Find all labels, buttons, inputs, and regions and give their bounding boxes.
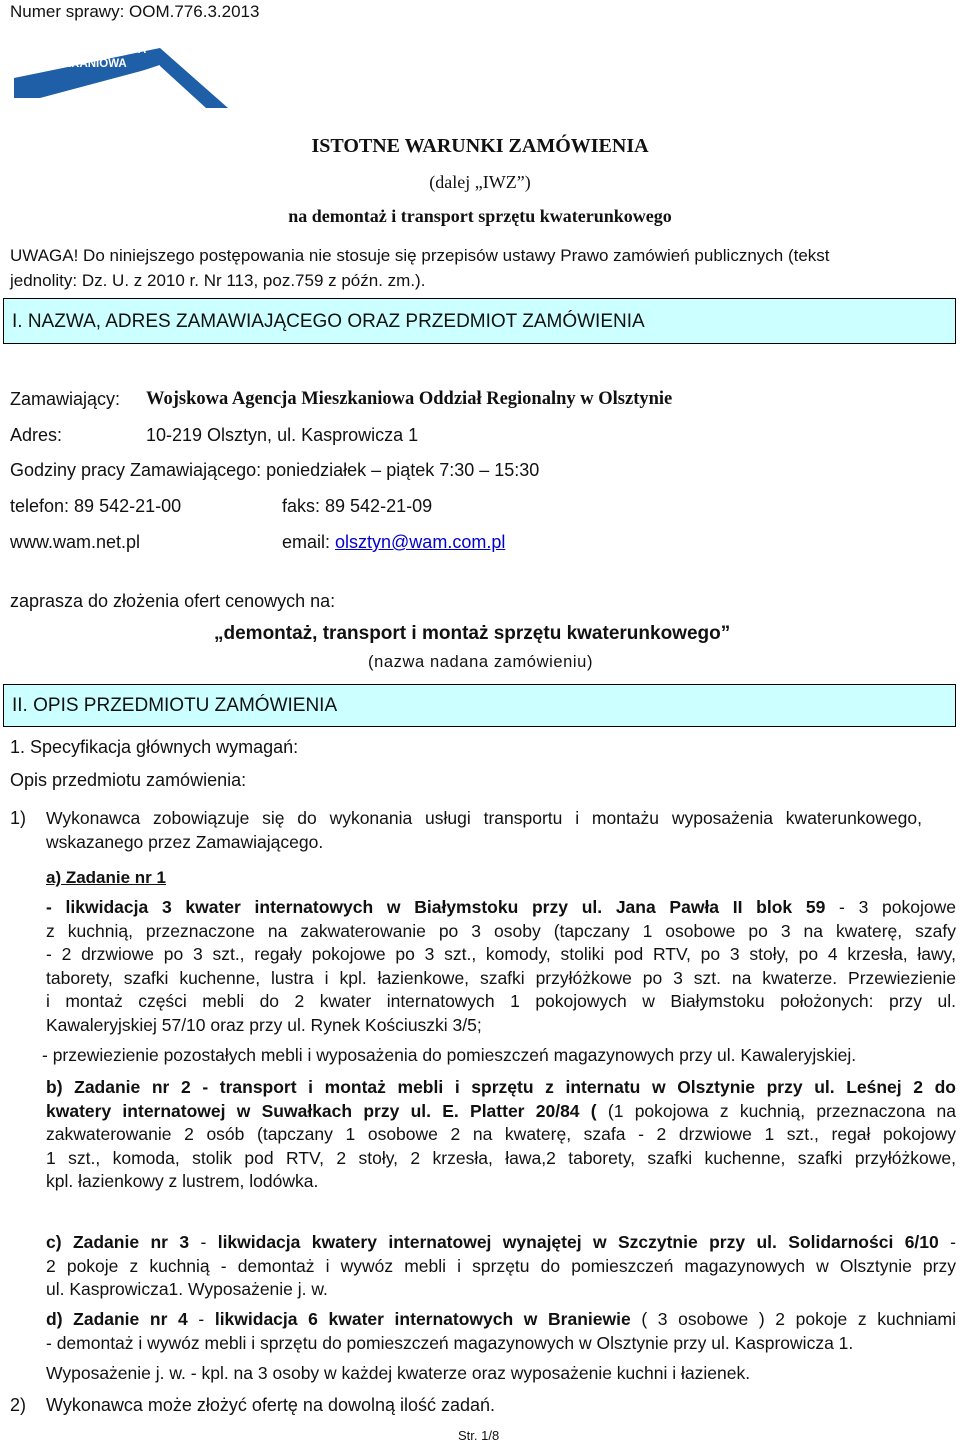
phone: telefon: 89 542-21-00 (10, 496, 182, 516)
item-2-number: 2) (10, 1395, 27, 1415)
task-a-label-text: a) Zadanie nr 1 (46, 868, 166, 887)
item-1-text: Wykonawca zobowiązuje się do wykonania usługi transportu i montażu wyposażenia kwaterunkowego, wskazanego przez Zamawiającego. (46, 808, 922, 852)
working-hours: Godziny pracy Zamawiającego: poniedziałek – piątek 7:30 – 15:30 (10, 460, 540, 480)
ordering-value: Wojskowa Agencja Mieszkaniowa Oddział Regionalny w Olsztynie (146, 389, 673, 409)
item-1-number: 1) (10, 808, 27, 828)
task-c-text: c) Zadanie nr 3 - likwidacja kwatery internatowej wynajętej w Szczytnie przy ul. Solidarności 6/10 - 2 pokoje z kuchnią - demontaż i wywóz mebli i sprzętu do pomieszczeń magazynowych w Olsztynie przy ul. Kasprowicza1. Wyposażenie j. w. (46, 1232, 956, 1299)
fax: faks: 89 542-21-09 (282, 496, 433, 516)
spec-heading: 1. Specyfikacja głównych wymagań: (10, 737, 299, 757)
task-a-text: - likwidacja 3 kwater internatowych w Białymstoku przy ul. Jana Pawła II blok 59 - 3 pokojowe z kuchnią, przeznaczone na zakwaterowanie po 3 osoby (tapczany 1 osobowe po 3 na kwaterę, szafy - 2 drzwiowe po 3 szt., regały pokojowe po 3 szt., komody, stoliki pod RTV, po 3 stoły, po 4 krzesła, ławy, taborety, szafki kuchenne, lustra i kpl. łazienkowe, szafki przyłóżkowe po 3 szt. na kwaterze. Przewiezienie i montaż części mebli do 2 kwater internatowych 1 pokojowych w Białymstoku położonych: przy ul. Kawaleryjskiej 57/10 oraz przy ul. Rynek Kościuszki 3/5; (46, 897, 956, 1035)
description-heading: Opis przedmiotu zamówienia: (10, 770, 247, 790)
address-value: 10-219 Olsztyn, ul. Kasprowicza 1 (146, 425, 419, 445)
document-subtitle: (dalej „IWZ”) (429, 172, 531, 192)
website: www.wam.net.pl (10, 532, 141, 552)
task-d-equipment: Wyposażenie j. w. - kpl. na 3 osoby w każdej kwaterze oraz wyposażenie kuchni i łazienek. (46, 1363, 751, 1383)
task-b-text: b) Zadanie nr 2 - transport i montaż mebli i sprzętu z internatu w Olsztynie przy ul. Leśnej 2 do kwatery internatowej w Suwałkach przy ul. E. Platter 20/84 ( (1 pokojowa z kuchnią, przeznaczona na zakwaterowanie 2 osób (tapczany 1 osobowe 2 na kwaterę, szafa - 2 drzwiowe 1 szt., regał pokojowy 1 szt., komoda, stolik pod RTV, 2 stoły, 2 krzesła, ława,2 taborety, szafki kuchenne, szafki przyłóżkowe, kpl. łazienkowy z lustrem, lodówka. (46, 1077, 956, 1191)
email-label: email: (282, 532, 336, 552)
order-name-caption: (nazwa nadana zamówieniu) (368, 653, 594, 671)
section-1-heading: I. NAZWA, ADRES ZAMAWIAJĄCEGO ORAZ PRZEDMIOT ZAMÓWIENIA (12, 311, 645, 332)
notice-line-2: jednolity: Dz. U. z 2010 r. Nr 113, poz.759 z późn. zm.). (10, 271, 426, 290)
logo-text-line2: MIESZKANIOWA (36, 58, 127, 70)
address-label: Adres: (10, 425, 63, 445)
section-2-heading: II. OPIS PRZEDMIOTU ZAMÓWIENIA (12, 695, 338, 716)
task-a-note: - przewiezienie pozostałych mebli i wyposażenia do pomieszczeń magazynowych przy ul. Kawaleryjskiej. (42, 1045, 857, 1065)
task-d-text: d) Zadanie nr 4 - likwidacja 6 kwater internatowych w Braniewie ( 3 osobowe ) 2 pokoje z kuchniami - demontaż i wywóz mebli i sprzętu do pomieszczeń magazynowych w Olsztynie przy ul. Kasprowicza 1. (46, 1309, 956, 1353)
invite-text: zaprasza do złożenia ofert cenowych na: (10, 591, 336, 611)
order-name: „demontaż, transport i montaż sprzętu kwaterunkowego” (214, 623, 731, 644)
section-2-heading-box (3, 684, 956, 727)
document-subject: na demontaż i transport sprzętu kwaterunkowego (288, 206, 672, 226)
email-link[interactable]: olsztyn@wam.com.pl (335, 532, 506, 552)
case-number: Numer sprawy: OOM.776.3.2013 (10, 2, 260, 21)
logo-text-line1: WOJSKOWA AGENCJA (18, 44, 147, 56)
item-2-text: Wykonawca może złożyć ofertę na dowolną ilość zadań. (46, 1395, 496, 1415)
section-1-heading-box (3, 298, 956, 344)
ordering-label: Zamawiający: (10, 389, 121, 409)
notice-line-1: UWAGA! Do niniejszego postępowania nie stosuje się przepisów ustawy Prawo zamówień publicznych (tekst (10, 246, 830, 265)
email (282, 532, 505, 553)
task-a-label (46, 868, 166, 888)
page-number: Str. 1/8 (458, 1428, 500, 1443)
agency-logo (10, 40, 230, 110)
document-title: ISTOTNE WARUNKI ZAMÓWIENIA (311, 135, 649, 157)
